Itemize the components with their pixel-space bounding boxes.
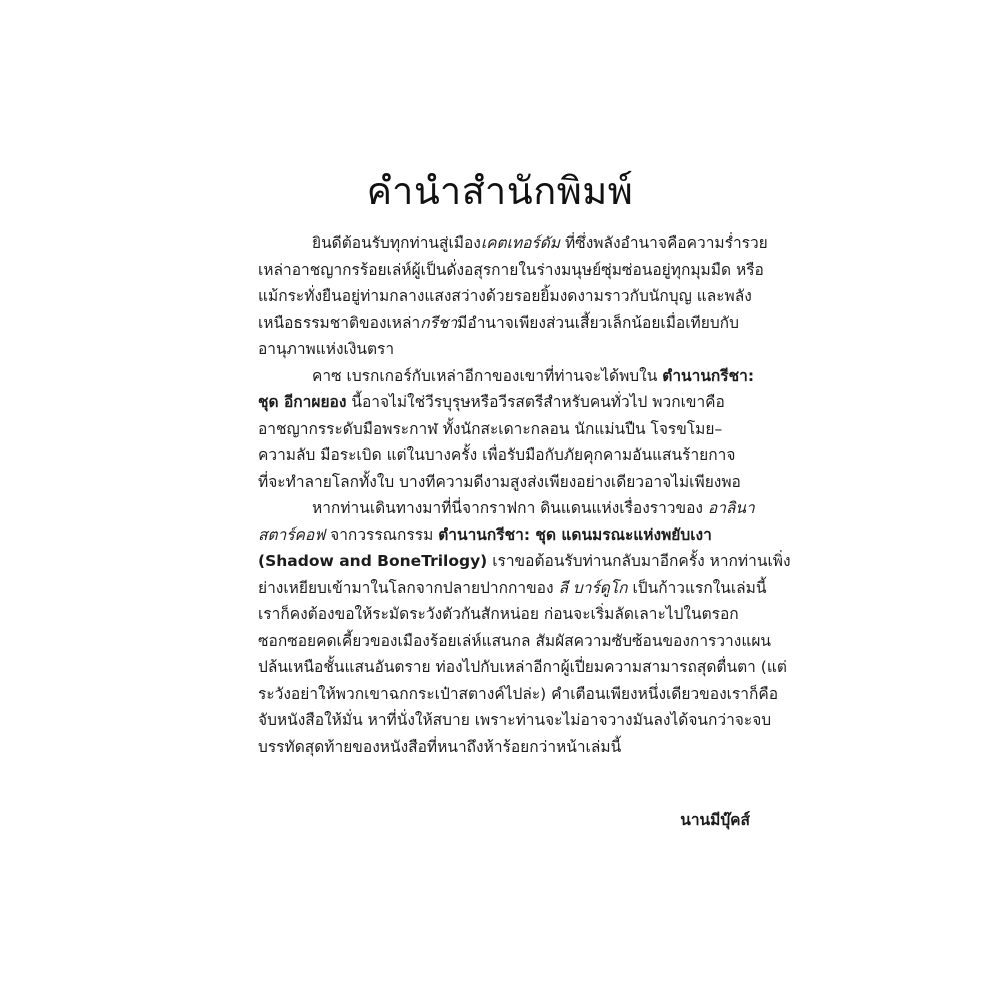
text-line: บรรทัดสุดท้ายของหนังสือที่หนาถึงห้าร้อยกว่าหน้าเล่มนี้: [258, 737, 622, 756]
text-line: [258, 575, 767, 602]
preface-body: [258, 230, 791, 760]
text-line: อาชญากรระดับมือพระกาฬ ทั้งนักสะเดาะกลอน นักแม่นปืน โจรขโมย–: [258, 419, 723, 438]
text-run: ยินดีต้อนรับทุกท่านสู่เมือง: [312, 234, 481, 252]
text-line: ที่จะทำลายโลกทั้งใบ บางทีความดีงามสูงส่งเพียงอย่างเดียวอาจไม่เพียงพอ: [258, 472, 741, 491]
text-line: [258, 495, 755, 522]
text-line: แม้กระทั่งยืนอยู่ท่ามกลางแสงสว่างด้วยรอยยิ้มงดงามราวกับนักบุญ และพลัง: [258, 287, 752, 305]
text-run: ย่างเหยียบเข้ามาในโลกจากปลายปากกาของ: [258, 578, 559, 597]
text-line: [258, 230, 768, 257]
italic-run: เคตเทอร์ดัม: [480, 234, 561, 252]
text-line: [258, 310, 738, 337]
paragraph-1: [258, 230, 768, 363]
text-run: เหนือธรรมชาติของเหล่า: [258, 313, 421, 332]
text-line: จับหนังสือให้มั่น หาที่นั่งให้สบาย เพราะท่านจะไม่อาจวางมันลงได้จนกว่าจะจบ: [258, 711, 772, 729]
text-line: [258, 522, 738, 549]
text-line: ปล้นเหนือชั้นแสนอันตราย ท่องไปกับเหล่าอีกาผู้เปี่ยมความสามารถสุดตื่นตา (แต่: [258, 658, 787, 676]
text-run: เราขอต้อนรับท่านกลับมาอีกครั้ง หากท่านเพิ่ง: [487, 552, 791, 570]
publisher-signature: นานมีบุ๊คส์: [680, 811, 750, 829]
text-run: ที่ซึ่งพลังอำนาจคือความร่ำรวย: [560, 234, 768, 252]
text-run: คาซ เบรกเกอร์กับเหล่าอีกาของเขาที่ท่านจะได้พบใน: [312, 366, 663, 385]
paragraph-2: [258, 363, 755, 496]
text-line: ซอกซอยคดเคี้ยวของเมืองร้อยเล่ห์แสนกล สัมผัสความซับซ้อนของการวางแผน: [258, 631, 771, 650]
italic-run: สตาร์คอฟ: [258, 525, 326, 544]
bold-run: ตำนานกรีชา:: [662, 366, 755, 385]
text-run: หากท่านเดินทางมาที่นี่จากราฟกา ดินแดนแห่งเรื่องราวของ: [312, 499, 708, 517]
paragraph-3: [258, 495, 791, 760]
text-run: นี้อาจไม่ใช่วีรบุรุษหรือวีรสตรีสำหรับคนทั่วไป พวกเขาคือ: [346, 393, 725, 411]
text-line: [258, 548, 791, 575]
italic-run: อาลินา: [707, 499, 755, 517]
text-run: จากวรรณกรรม: [325, 525, 439, 544]
bold-run: ตำนานกรีชา: ชุด แดนมรณะแห่งพยับเงา: [438, 525, 712, 544]
text-line: ความลับ มือระเบิด แต่ในบางครั้ง เพื่อรับมือกับภัยคุกคามอันแสนร้ายกาจ: [258, 446, 736, 464]
bold-run: (Shadow and BoneTrilogy): [258, 552, 488, 570]
text-line: [258, 363, 755, 390]
text-line: อานุภาพแห่งเงินตรา: [258, 340, 395, 358]
text-line: เหล่าอาชญากรร้อยเล่ห์ผู้เป็นดั่งอสุรกายในร่างมนุษย์ซุ่มซ่อนอยู่ทุกมุมมืด หรือ: [258, 260, 764, 279]
italic-run: กรีชา: [420, 313, 458, 332]
text-run: มีอำนาจเพียงส่วนเสี้ยวเล็กน้อยเมื่อเทียบกับ: [457, 313, 739, 332]
italic-run: ลี บาร์ดูโก: [558, 578, 628, 597]
text-line: [258, 389, 738, 416]
bold-run: ชุด อีกาผยอง: [258, 393, 347, 411]
text-run: เป็นก้าวแรกในเล่มนี้: [627, 578, 767, 597]
page-title: คำนำสำนักพิมพ์: [366, 169, 634, 213]
text-line: ระวังอย่าให้พวกเขาฉกกระเป๋าสตางค์ไปล่ะ) คำเตือนเพียงหนึ่งเดียวของเราก็คือ: [258, 684, 779, 703]
text-line: เราก็คงต้องขอให้ระมัดระวังตัวกันสักหน่อย ก่อนจะเริ่มลัดเลาะไปในตรอก: [258, 605, 739, 623]
